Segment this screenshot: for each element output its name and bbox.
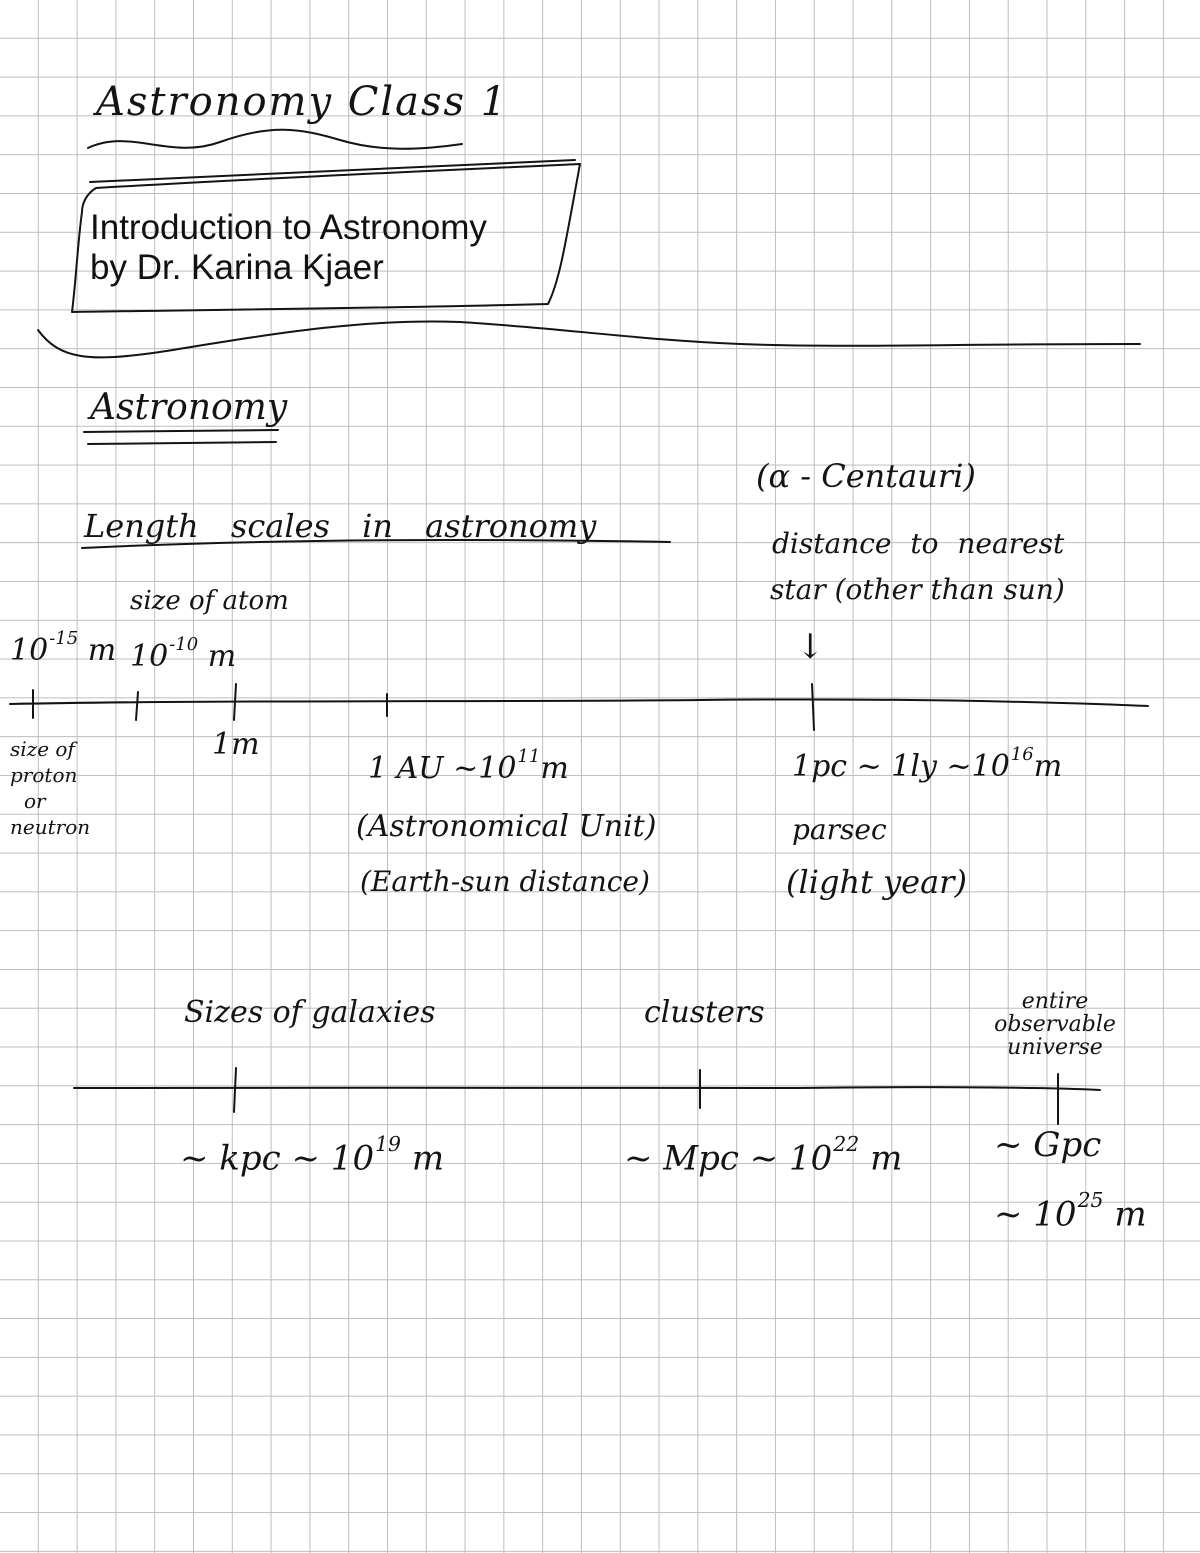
- au-value: [368, 746, 569, 787]
- universe-value-m: [994, 1188, 1147, 1235]
- tick-atom: [136, 692, 138, 720]
- tick-kpc: [234, 1068, 236, 1112]
- proton-exp: -15: [49, 628, 79, 649]
- light-year-name: (light year): [786, 863, 967, 901]
- au-name: (Astronomical Unit): [356, 809, 657, 844]
- clusters-exp: 22: [833, 1132, 860, 1156]
- galaxies-text: ~ kpc ~ 10: [180, 1138, 375, 1179]
- section-heading: Astronomy: [90, 387, 288, 428]
- clusters-value: [624, 1132, 903, 1179]
- atom-unit: m: [207, 639, 237, 675]
- universe-value-gpc: ~ Gpc: [994, 1125, 1102, 1165]
- title-wavy-underline: [88, 130, 462, 149]
- universe-label-line: universe: [1007, 1035, 1103, 1060]
- parsec-value: [792, 744, 1063, 785]
- scale-line-1: [10, 699, 1148, 706]
- one-meter-label: 1m: [212, 727, 260, 762]
- universe-label: [990, 990, 1120, 1059]
- proton-label-line: neutron: [10, 815, 91, 839]
- universe-label-line: entire: [1021, 989, 1089, 1014]
- parsec-name: parsec: [792, 813, 887, 846]
- page-title: Astronomy Class 1: [96, 79, 509, 125]
- galaxies-label: Sizes of galaxies: [184, 995, 436, 1030]
- section-wavy-divider: [38, 321, 1140, 357]
- heading-underline: [84, 430, 278, 444]
- proton-label-line: or: [24, 789, 46, 813]
- pc-unit: m: [1033, 749, 1063, 785]
- universe-unit: m: [1114, 1194, 1147, 1235]
- clusters-label: clusters: [644, 995, 765, 1030]
- nearest-star-line2: star (other than sun): [770, 573, 1065, 606]
- proton-label-line: proton: [10, 763, 78, 787]
- atom-size-label: size of atom: [130, 586, 289, 616]
- section-subheading: Length scales in astronomy: [84, 507, 597, 545]
- galaxies-unit: m: [411, 1138, 445, 1179]
- proton-label-line: size of: [10, 737, 75, 761]
- atom-base: 10: [130, 639, 169, 675]
- tick-1m: [234, 684, 236, 720]
- au-unit: m: [540, 751, 569, 787]
- universe-label-line: observable: [994, 1012, 1116, 1037]
- au-text: 1 AU ~10: [368, 751, 517, 787]
- proton-unit: m: [87, 633, 117, 669]
- galaxies-exp: 19: [375, 1132, 402, 1156]
- nearest-star-line1: distance to nearest: [772, 527, 1065, 560]
- clusters-unit: m: [870, 1138, 903, 1179]
- au-description: (Earth-sun distance): [360, 865, 650, 898]
- atom-exponent: [130, 634, 237, 675]
- tick-pc: [812, 684, 814, 730]
- proton-base: 10: [10, 633, 49, 669]
- universe-exp: 25: [1077, 1188, 1104, 1212]
- title-underline-2: [90, 160, 575, 182]
- proton-label: [10, 736, 90, 840]
- arrow-down-icon: ↓: [796, 627, 825, 667]
- pc-text: 1pc ~ 1ly ~10: [792, 749, 1010, 785]
- alpha-centauri-label: (α - Centauri): [756, 457, 976, 495]
- scale-line-2: [74, 1087, 1100, 1090]
- title-box-line1: Introduction to Astronomy: [90, 208, 487, 247]
- title-box-text: [90, 208, 487, 288]
- universe-text: ~ 10: [994, 1194, 1077, 1235]
- galaxies-value: [180, 1132, 445, 1179]
- au-exp: 11: [517, 746, 541, 767]
- title-box-line2: by Dr. Karina Kjaer: [90, 248, 384, 287]
- atom-exp: -10: [169, 634, 199, 655]
- clusters-text: ~ Mpc ~ 10: [624, 1138, 833, 1179]
- pc-exp: 16: [1010, 744, 1034, 765]
- proton-exponent: [10, 628, 117, 669]
